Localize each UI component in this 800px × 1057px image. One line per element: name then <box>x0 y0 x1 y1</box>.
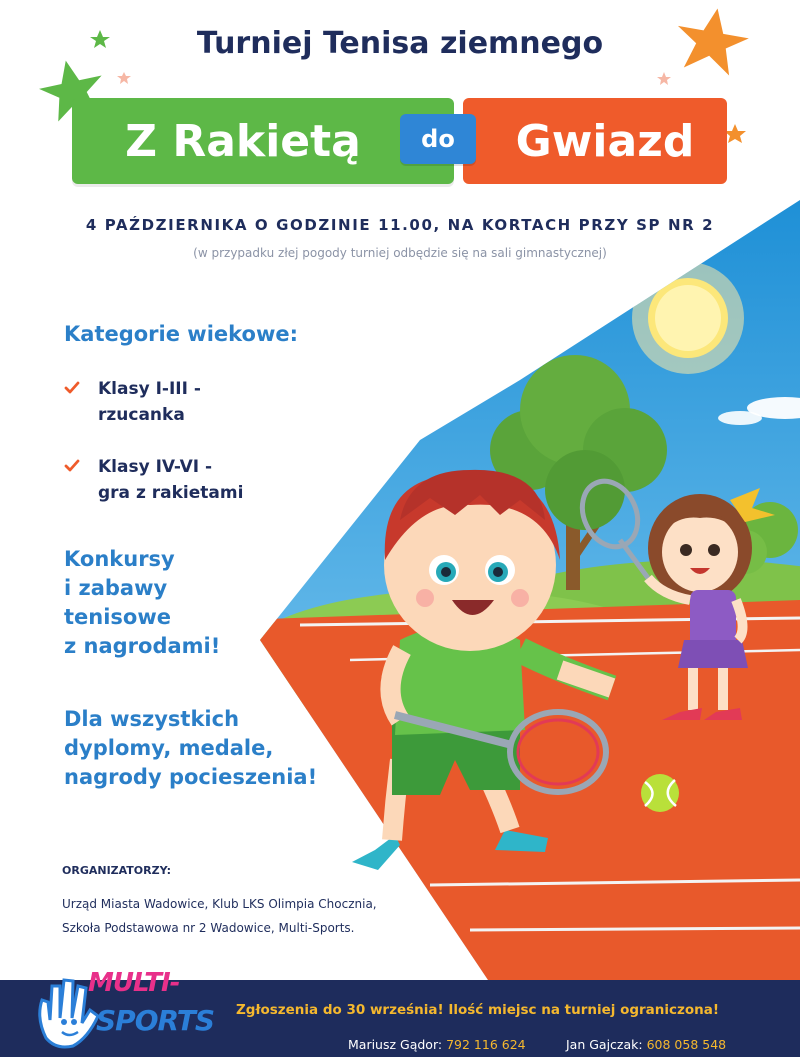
contact-name: Jan Gajczak: <box>566 1037 643 1052</box>
title-left-block: Z Rakietą <box>72 98 454 184</box>
category-label: Klasy IV-VI - gra z rakietami <box>98 457 244 503</box>
category-item <box>64 454 243 506</box>
check-icon <box>64 380 80 396</box>
contact-phone[interactable]: 608 058 548 <box>646 1037 727 1052</box>
logo-text-multi: MULTI- <box>88 968 180 998</box>
contact-item <box>566 1037 726 1052</box>
category-label: Klasy I-III - rzucanka <box>98 379 201 425</box>
contact-item <box>348 1037 526 1052</box>
organizers-text: Urząd Miasta Wadowice, Klub LKS Olimpia Chocznia, Szkoła Podstawowa nr 2 Wadowice, Multi-Sports. <box>62 897 377 935</box>
title-right-block: Gwiazd <box>463 98 727 184</box>
contact-name: Mariusz Gądor: <box>348 1037 443 1052</box>
check-icon <box>64 458 80 474</box>
organizers-label: ORGANIZATORZY: <box>62 864 172 877</box>
prizes-text: Dla wszystkich dyplomy, medale, nagrody pocieszenia! <box>64 707 318 789</box>
event-date-line: 4 PAŹDZIERNIKA O GODZINIE 11.00, NA KORTACH PRZY SP NR 2 <box>85 216 715 234</box>
contact-phone[interactable]: 792 116 624 <box>446 1037 526 1052</box>
weather-note: (w przypadku złej pogody turniej odbędzie się na sali gimnastycznej) <box>193 246 607 260</box>
tennis-ball-icon <box>641 774 679 812</box>
logo-text-sports: SPORTS <box>96 1004 215 1037</box>
sun-icon <box>632 262 744 374</box>
title-middle-badge: do <box>400 114 476 164</box>
categories-heading: Kategorie wiekowe: <box>64 322 299 346</box>
category-item <box>64 376 201 428</box>
signup-deadline-text: Zgłoszenia do 30 września! Ilość miejsc na turniej ograniczona! <box>236 1002 720 1018</box>
tournament-subtitle: Turniej Tenisa ziemnego <box>196 26 604 61</box>
contests-text: Konkursy i zabawy tenisowe z nagrodami! <box>64 547 221 658</box>
